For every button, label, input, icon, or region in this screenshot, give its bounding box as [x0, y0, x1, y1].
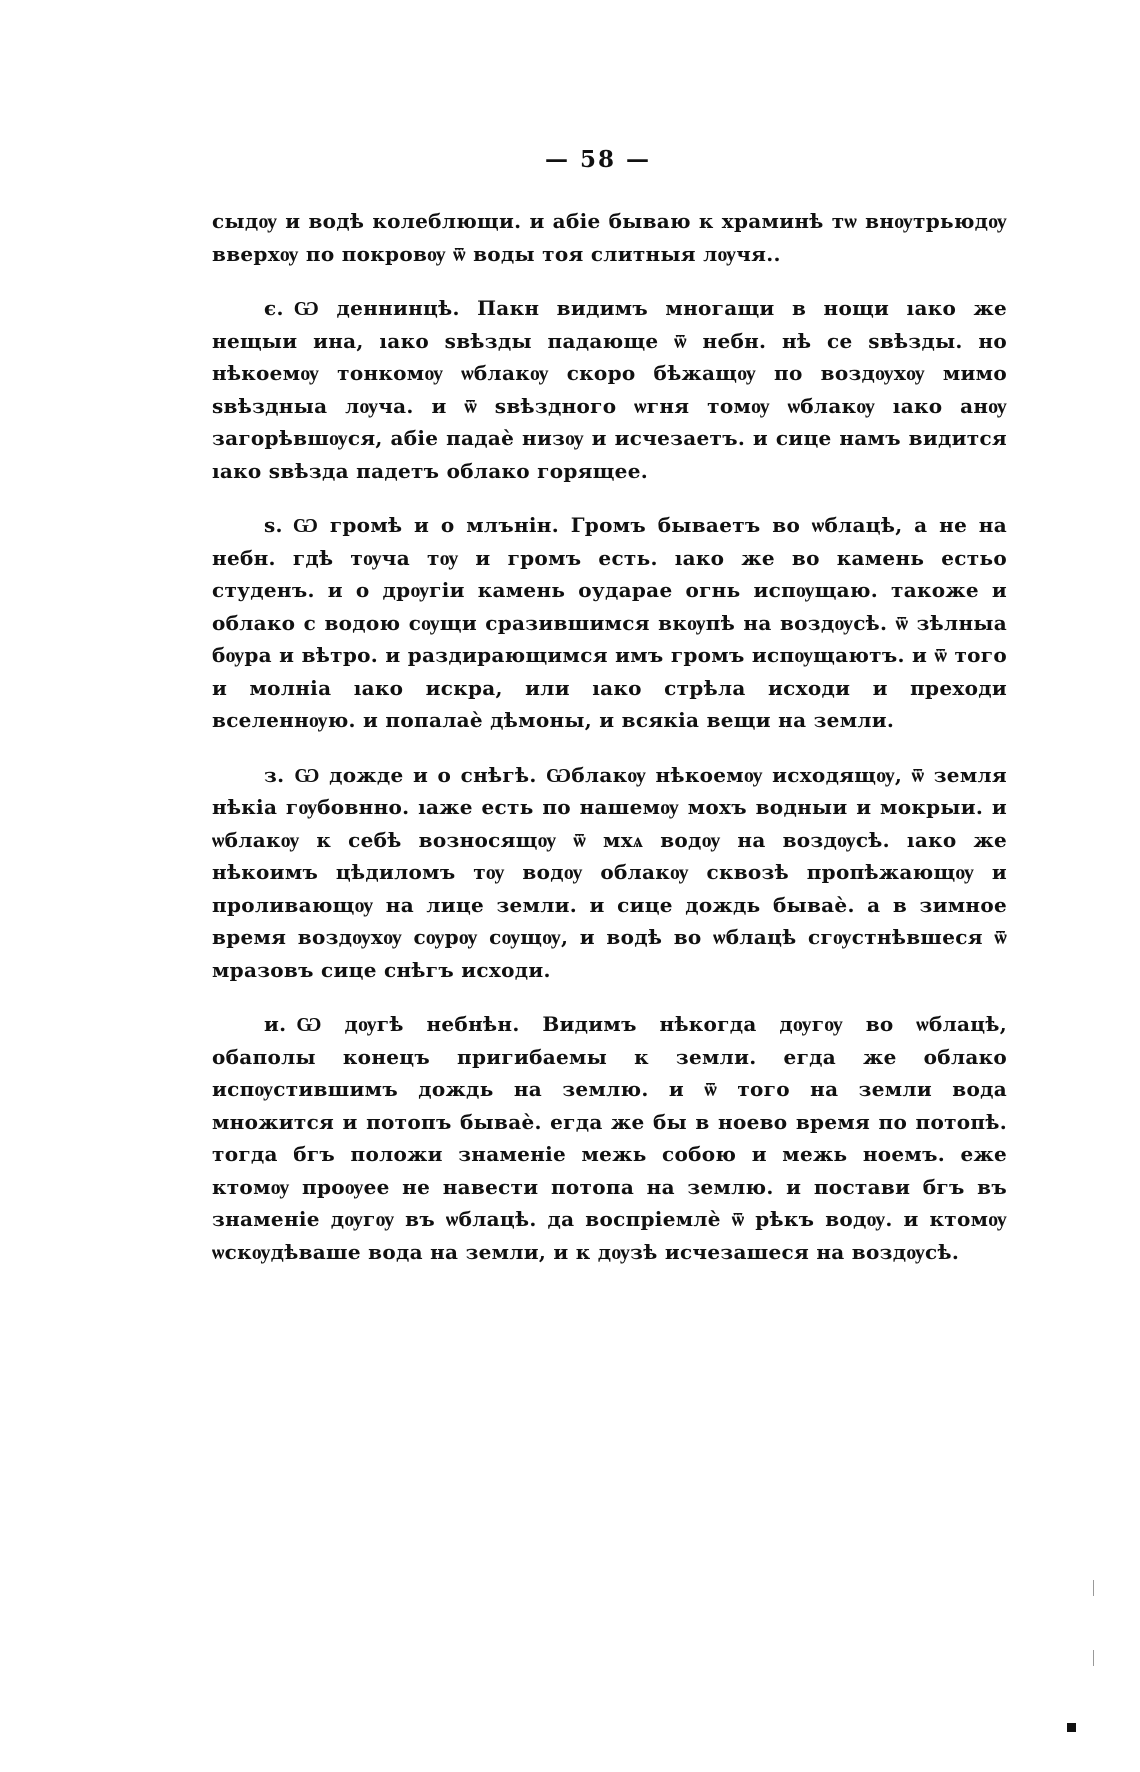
paragraph-text: Ѡ громѣ и о млънін. Громъ бываетъ во ѡблацѣ, а не на небн. гдѣ тѹча тѹ и громъ есть. ıако же во камень естьо студенъ. и о дрѹгіи камень оударае огнь испѹщаю. такоже и облако с водою сѹщи сразившимся вкѹпѣ на воздѹсѣ. ѿ зѣлныа бѹра и вѣтро. и раздирающимся имъ громъ испѹщаютъ. и ѿ того и молніа ıако искра, или ıако стрѣла исходи и преходи вселеннѹю. и попалаѐ дѣмоны, и всякіа вещи на земли.	[212, 513, 1007, 732]
section-number: ѕ.	[264, 513, 283, 537]
section-number: и.	[264, 1012, 287, 1036]
body-text	[212, 205, 1007, 1290]
page-number: — 58 —	[545, 146, 652, 173]
paragraph-text: сыдѹ и водѣ колеблющи. и абіе бываю к храминѣ тѡ внѹтрьюдѹ вверхѹ по покровѹ ѿ воды тоя слитныя лѹчя..	[212, 209, 1007, 266]
paragraph-text: Ѡ деннинцѣ. Пакн видимъ многащи в нощи ıако же нещыи ина, ıако ѕвѣзды падающе ѿ небн. нѣ се ѕвѣзды. но нѣкоемѹ тонкомѹ ѡблакѹ скоро бѣжащѹ по воздѹхѹ мимо ѕвѣздныа лѹча. и ѿ ѕвѣздного ѡгня томѹ ѡблакѹ ıако анѹ загорѣвшѹся, абіе падаѐ низѹ и исчезаетъ. и сице намъ видится ıако ѕвѣзда падетъ облако горящее.	[212, 296, 1007, 483]
paragraph-section-5	[212, 292, 1007, 487]
paragraph-section-8	[212, 1008, 1007, 1268]
scan-artifact	[1093, 1650, 1094, 1666]
section-number: з.	[264, 762, 285, 787]
scan-artifact	[1067, 1723, 1076, 1732]
section-number: є.	[264, 296, 284, 320]
paragraph-text: Ѡ дожде и о снѣгѣ. Ѡблакѹ нѣкоемѹ исходящѹ, ѿ земля нѣкіа гѹбовнно. ıаже есть по нашемѹ мохъ водныи и мокрыи. и ѡблакѹ к себѣ возносящѹ ѿ мхѧ водѹ на воздѹсѣ. ıако же нѣкоимъ цѣдиломъ тѹ водѹ облакѹ сквозѣ пропѣжающѹ и проливающѹ на лице земли. и сице дождь бываѐ. а в зимное время воздѹхѹ сѹрѹ сѹщѹ, и водѣ во ѡблацѣ сгѹстнѣвшеся ѿ мразовъ сице снѣгъ исходи.	[212, 762, 1007, 982]
paragraph-continuation	[212, 205, 1007, 270]
scan-artifact	[1093, 1580, 1094, 1596]
paragraph-section-6	[212, 509, 1007, 737]
paragraph-section-7	[212, 759, 1007, 987]
paragraph-text: Ѡ дѹгѣ небнѣн. Видимъ нѣкогда дѹгѹ во ѡблацѣ, обаполы конецъ пригибаемы к земли. егда же облако испѹстившимъ дождь на землю. и ѿ того на земли вода множится и потопъ бываѐ. егда же бы в ноево время по потопѣ. тогда бгъ положи знаменіе межь собою и межь ноемъ. еже ктомѹ проѹее не навести потопа на землю. и постави бгъ въ знаменіе дѹгѹ въ ѡблацѣ. да воспріемлѐ ѿ рѣкъ водѹ. и ктомѹ ѡскѹдѣваше вода на земли, и к дѹзѣ исчезашеся на воздѹсѣ.	[212, 1012, 1007, 1264]
